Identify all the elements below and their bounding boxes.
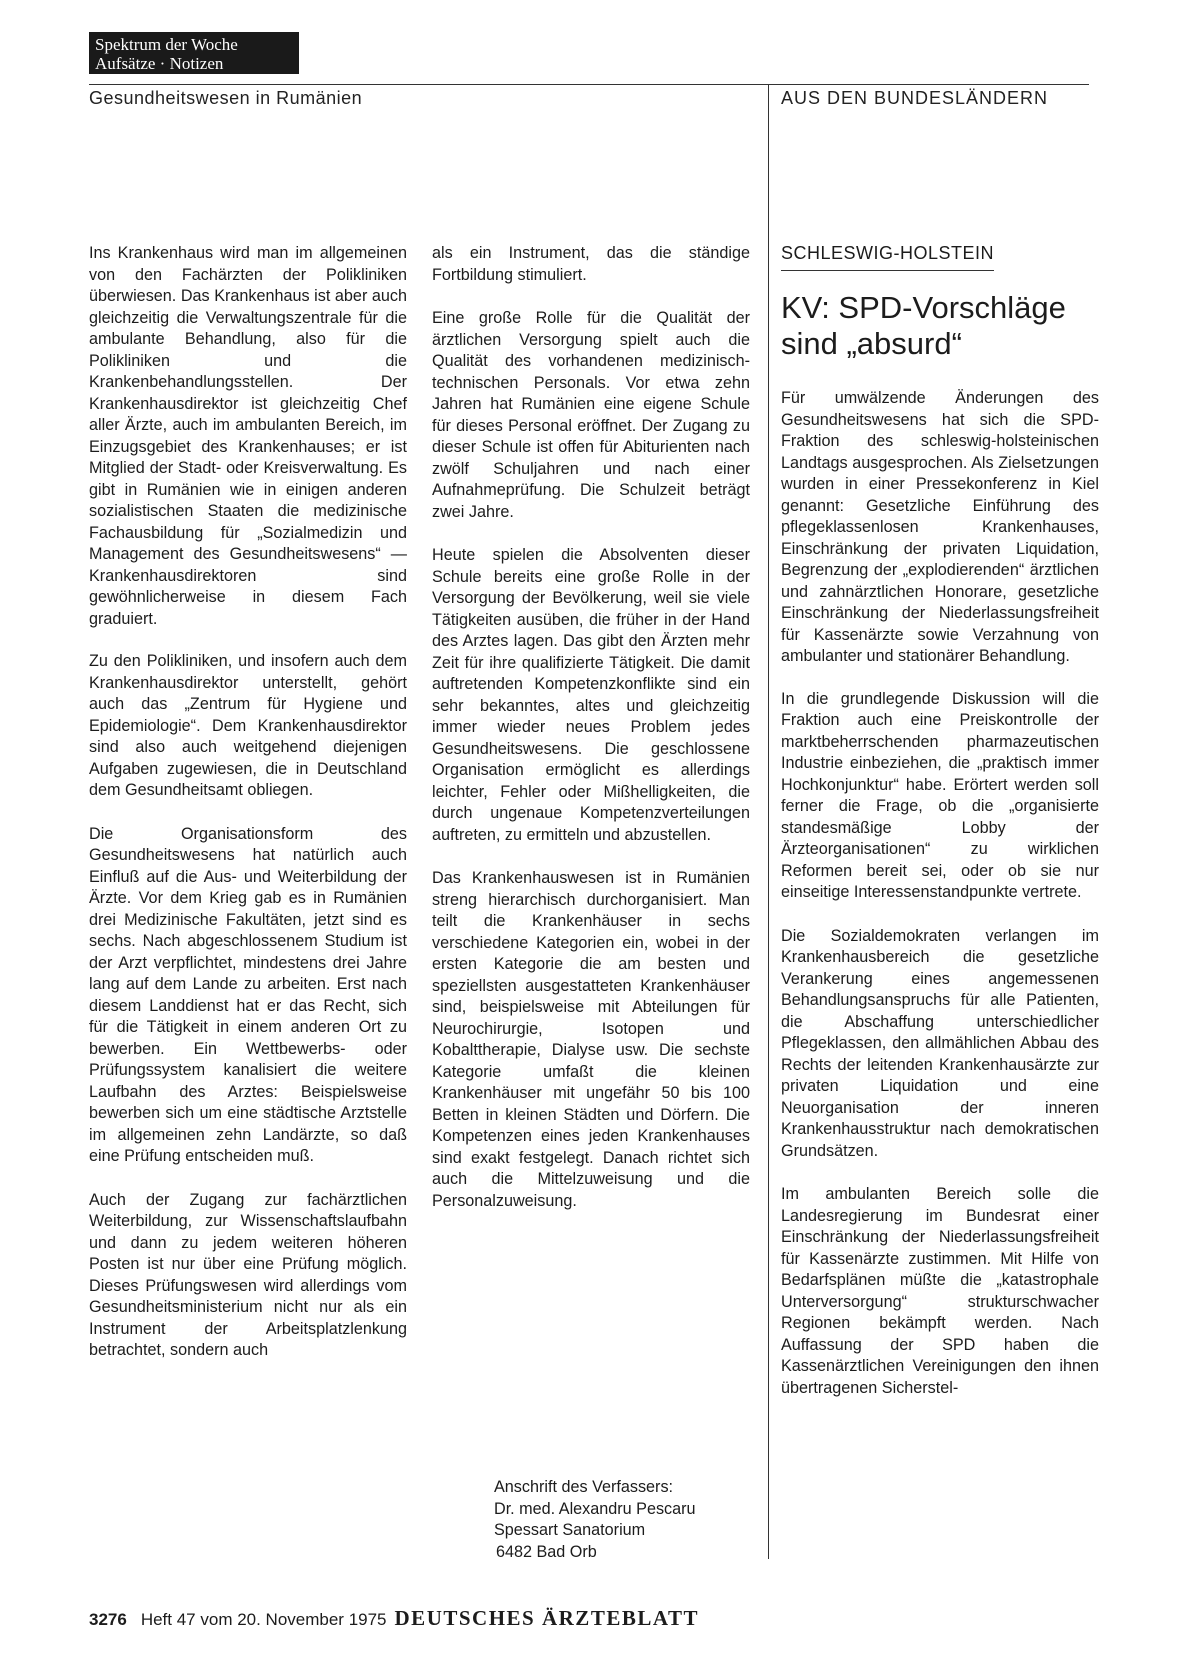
masthead — [89, 32, 299, 74]
section-title-left: Gesundheitswesen in Rumänien — [89, 88, 363, 108]
paragraph: Auch der Zugang zur fachärztlichen Weiterbildung, zur Wissenschaftslaufbahn und dann zu jedem weiteren höheren Posten ist nur über eine Prüfung möglich. Dieses Prüfungswesen wird allerdings vom Gesundheitsministerium nicht nur als ein Instrument der Arbeitsplatzlenkung betrachtet, sondern auch — [89, 1190, 407, 1359]
article-kicker: SCHLESWIG-HOLSTEIN — [781, 243, 994, 271]
paragraph: Die Sozialdemokraten verlangen im Krankenhausbereich die gesetzliche Verankerung eines angemessenen Behandlungsanspruchs für alle Patienten, die Abschaffung unterschiedlicher Pflegeklassen, den allmählichen Abbau des Rechts der leitenden Krankenhausärzte zur privaten Liquidation und eine Neuorganisation der inneren Krankenhausstruktur nach demokratischen Grundsätzen. — [781, 926, 1099, 1160]
article-column-1 — [89, 243, 407, 1383]
paragraph: Zu den Polikliniken, und insofern auch dem Krankenhausdirektor unterstellt, gehört auch das „Zentrum für Hygiene und Epidemiologie“. Dem Krankenhausdirektor sind also auch weitgehend diejenigen Aufgaben zugewiesen, die in Deutschland dem Gesundheitsamt obliegen. — [89, 652, 407, 799]
paragraph: Das Krankenhauswesen ist in Rumänien streng hierarchisch durchorganisiert. Man teilt die Krankenhäuser in sechs verschiedene Kategorien ein, wobei in der ersten Kategorie die am besten und speziellsten ausgestatteten Krankenhäuser sind, beispielsweise mit Abteilungen für Neurochirurgie, Isotopen und Kobalttherapie, Dialyse usw. Die sechste Kategorie umfaßt die kleinen Krankenhäuser mit ungefähr 50 bis 100 Betten in kleinen Städten und Dörfern. Die Kompetenzen eines jeden Krankenhauses sind exakt festgelegt. Danach richtet sich auch die Mittelzuweisung und die Personalzuweisung. — [432, 869, 750, 1210]
paragraph: Ins Krankenhaus wird man im allgemeinen von den Fachärzten der Polikliniken überwiesen. Das Krankenhaus ist aber auch gleichzeitig die Verwaltungszentrale für die ambulante Behandlung, also für die Polikliniken und die Krankenbehandlungsstellen. Der Krankenhausdirektor ist gleichzeitig Chef aller Ärzte, auch im ambulanten Bereich, im Einzugsgebiet des Krankenhauses; er ist Mitglied der Stadt- oder Kreisverwaltung. Es gibt in Rumänien wie in einigen anderen sozialistischen Staaten die medizinische Fachausbildung für „Sozialmedizin und Management des Gesundheitswesens“ — Krankenhausdirektoren sind gewöhnlicherweise in diesem Fach graduiert. — [89, 244, 407, 628]
paragraph: Heute spielen die Absolventen dieser Schule bereits eine große Rolle in der Versorgung der Bevölkerung, weil sie viele Tätigkeiten ausüben, die früher in der Hand des Arztes lagen. Das gibt den Ärzten mehr Zeit für ihre qualifizierte Tätigkeit. Die damit auftretenden Kompetenzkonflikte sind ein sehr bekanntes, altes und gleichzeitig immer wieder neues Problem jedes Gesundheitswesens. Die geschlossene Organisation ermöglicht es allerdings leichter, Fehler oder Mißhelligkeiten, die durch ungenaue Kompetenzverteilungen auftreten, zu ermitteln und abzustellen. — [432, 546, 750, 844]
issue-info: Heft 47 vom 20. November 1975 — [140, 1610, 387, 1629]
article-headline: KV: SPD-Vorschläge sind „absurd“ — [781, 290, 1066, 361]
column-divider — [768, 84, 769, 1559]
address-label: Anschrift des Verfassers: — [494, 1478, 674, 1496]
article-column-2 — [432, 243, 750, 1234]
paragraph: Eine große Rolle für die Qualität der ärztlichen Versorgung spielt auch die Qualität des vorhandenen medizinisch-technischen Personals. Vor etwa zehn Jahren hat Rumänien eine eigene Schule für dieses Personal eröffnet. Der Zugang zu dieser Schule ist offen für Abiturienten nach zwölf Schuljahren und nach einer Aufnahmeprüfung. Die Schulzeit beträgt zwei Jahre. — [432, 309, 750, 521]
masthead-line-1: Spektrum der Woche — [95, 35, 238, 54]
article-column-3 — [781, 388, 1099, 1420]
page-number: 3276 — [89, 1610, 127, 1629]
author-name: Dr. med. Alexandru Pescaru — [494, 1499, 696, 1518]
paragraph: Die Organisationsform des Gesundheitswesens hat natürlich auch Einfluß auf die Aus- und Weiterbildung der Ärzte. Vor dem Krieg gab es in Rumänien drei Medizinische Fakultäten, jetzt sind es sechs. Nach abgeschlossenem Studium ist der Arzt verpflichtet, mindestens drei Jahre lang auf dem Lande zu arbeiten. Erst nach diesem Landdienst hat er das Recht, sich für die Tätigkeit in einem anderen Ort zu bewerben. Ein Wettbewerbs- oder Prüfungssystem kanalisiert die weitere Laufbahn des Arztes: Beispielsweise bewerben sich um eine städtische Arztstelle im allgemeinen zehn Landärzte, so daß eine Prüfung entscheiden muß. — [89, 824, 407, 1165]
page-footer — [89, 1606, 699, 1631]
author-city: 6482 Bad Orb — [496, 1542, 597, 1561]
section-title-right: AUS DEN BUNDESLÄNDERN — [781, 88, 1049, 108]
masthead-line-2: Aufsätze · Notizen — [95, 54, 224, 73]
journal-name: DEUTSCHES ÄRZTEBLATT — [394, 1606, 699, 1630]
paragraph: In die grundlegende Diskussion will die Fraktion auch eine Preiskontrolle der marktbeherrschenden pharmazeutischen Industrie einbeziehen, die „praktisch immer Hochkonjunktur“ habe. Erörtert werden soll ferner die Frage, ob die „organisierte standesmäßige Lobby der Ärzteorganisationen“ zu wirklichen Reformen bereit sei, oder ob sie nur einseitige Interessenstandpunkte vertrete. — [781, 689, 1099, 901]
paragraph: Im ambulanten Bereich solle die Landesregierung im Bundesrat einer Einschränkung der Niederlassungsfreiheit für Kassenärzte zustimmen. Mit Hilfe von Bedarfsplänen müßte die „katastrophale Unterversorgung“ strukturschwacher Regionen bekämpft werden. Nach Auffassung der SPD haben die Kassenärztlichen Vereinigungen den ihnen übertragenen Sicherstel- — [781, 1185, 1099, 1397]
paragraph: Für umwälzende Änderungen des Gesundheitswesens hat sich die SPD-Fraktion des schleswig-holsteinischen Landtags ausgesprochen. Als Zielsetzungen wurden in einer Pressekonferenz in Kiel genannt: Gesetzliche Einführung des pflegeklassenlosen Krankenhauses, Einschränkung der privaten Liquidation, Begrenzung der „explodierenden“ ärztlichen und zahnärztlichen Honorare, gesetzliche Einschränkung der Niederlassungsfreiheit für Kassenärzte sowie Verzahnung von ambulanter und stationärer Behandlung. — [781, 389, 1099, 665]
author-address — [494, 1477, 784, 1563]
top-rule — [89, 84, 1089, 85]
author-institution: Spessart Sanatorium — [494, 1521, 646, 1539]
paragraph: als ein Instrument, das die ständige Fortbildung stimuliert. — [432, 244, 750, 284]
